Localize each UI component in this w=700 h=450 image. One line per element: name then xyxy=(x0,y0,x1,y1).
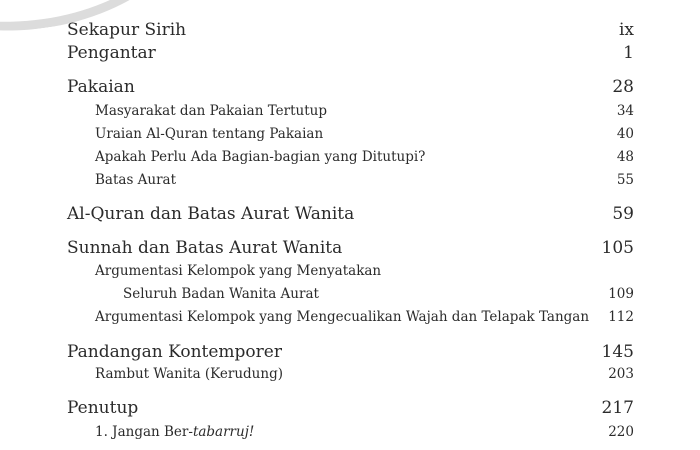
toc-entry-title: Apakah Perlu Ada Bagian-bagian yang Ditutupi? xyxy=(95,149,426,165)
toc-entry-page: 112 xyxy=(608,309,634,325)
toc-entry-title: Argumentasi Kelompok yang Mengecualikan Wajah dan Telapak Tangan xyxy=(95,309,590,325)
toc-entry-title: Seluruh Badan Wanita Aurat xyxy=(123,286,319,302)
toc-entry-page: 48 xyxy=(616,149,634,165)
toc-entry-title-prefix: 1. Jangan Ber- xyxy=(95,424,193,440)
toc-entry-page: 203 xyxy=(608,366,634,382)
toc-entry-title: Penutup xyxy=(67,398,139,418)
toc-entry-title: Rambut Wanita (Kerudung) xyxy=(95,366,283,382)
toc-entry-page: 34 xyxy=(616,103,634,119)
toc-entry-page: 105 xyxy=(601,238,634,258)
toc-entry-title xyxy=(95,424,254,440)
toc-entry-page: 40 xyxy=(616,126,634,142)
toc-entry-page: 145 xyxy=(601,342,634,362)
toc-entry-page: 220 xyxy=(608,424,634,440)
toc-entry-page: 28 xyxy=(612,77,634,97)
toc-entry-page: 109 xyxy=(608,286,634,302)
toc-entry-title: Batas Aurat xyxy=(95,172,177,188)
toc-entry-title: Pakaian xyxy=(67,77,135,97)
toc-entry-page: ix xyxy=(618,20,634,40)
toc-entry-title: Uraian Al-Quran tentang Pakaian xyxy=(95,126,324,142)
toc-entry-page: 59 xyxy=(612,204,634,224)
toc-entry-title: Masyarakat dan Pakaian Tertutup xyxy=(95,103,327,119)
toc-entry-title: Al-Quran dan Batas Aurat Wanita xyxy=(67,204,355,224)
toc-entry-title: Argumentasi Kelompok yang Menyatakan xyxy=(95,263,382,279)
toc-entry-title: Pengantar xyxy=(67,43,156,63)
toc-entry-title: Sekapur Sirih xyxy=(67,20,187,40)
toc-entry-page: 1 xyxy=(623,43,634,63)
toc-entry-page: 55 xyxy=(616,172,634,188)
toc-entry-title-italic: tabarruj! xyxy=(192,424,255,440)
toc-entry-title: Sunnah dan Batas Aurat Wanita xyxy=(67,238,343,258)
toc-entry-page: 217 xyxy=(601,398,634,418)
toc-entry-title: Pandangan Kontemporer xyxy=(67,342,282,362)
